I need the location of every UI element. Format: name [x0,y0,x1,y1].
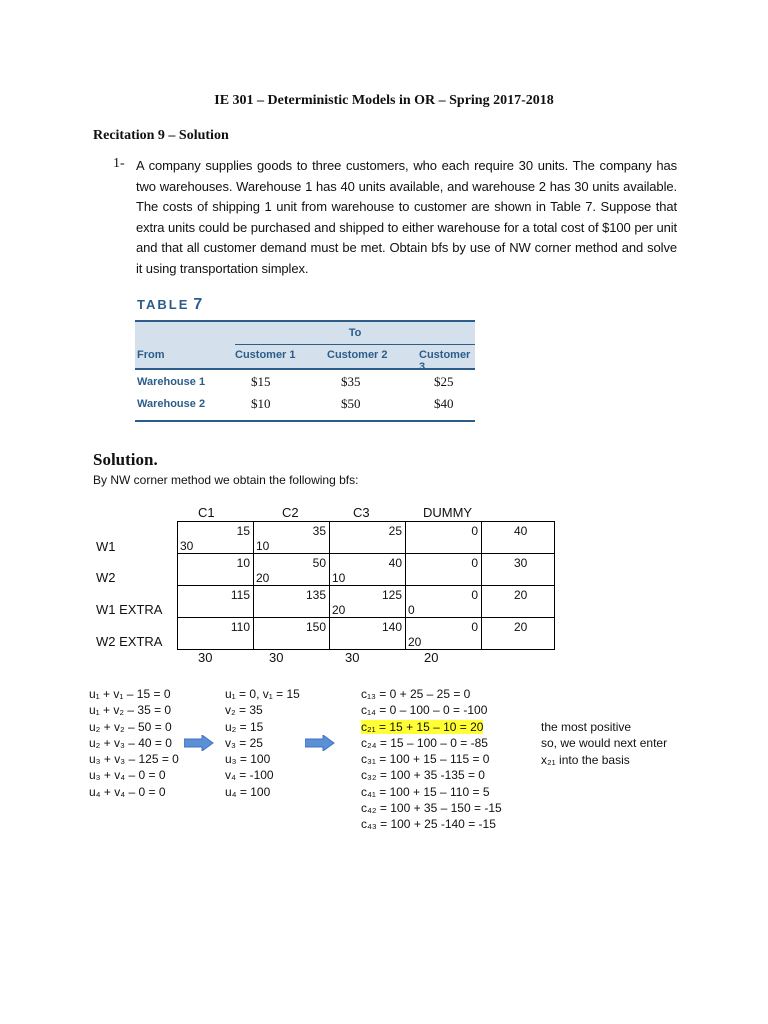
cell-allocation: 20 [408,635,422,649]
col-header-dummy: DUMMY [423,505,473,520]
value-line: v₄ = -100 [225,768,274,783]
transportation-tableau [177,521,555,650]
cell-allocation: 10 [332,571,346,585]
cell-value: $50 [341,396,361,411]
table-row-warehouse-2 [135,394,475,415]
equation-line: u₂ + v₂ – 50 = 0 [89,719,172,734]
equation-line: u₁ + v₁ – 15 = 0 [89,687,171,701]
reduced-cost-line: c₁₃ = 0 + 25 – 25 = 0 [361,687,471,701]
right-arrow-icon [184,735,214,751]
cell-cost: 0 [471,556,478,570]
cell-cost: 0 [471,620,478,634]
reduced-cost-line: c₃₂ = 100 + 35 -135 = 0 [361,768,485,783]
table-col-customer-3: Customer 3 [419,349,471,373]
cell-cost: 0 [471,588,478,602]
row-label: Warehouse 2 [137,398,206,410]
col-header-c2: C2 [282,505,299,520]
note-line: the most positive [541,720,632,734]
cell-value: $25 [434,374,454,389]
uv-values [225,686,300,800]
tableau-row [178,554,555,586]
table-7-header [135,320,475,373]
tableau-cell [254,522,330,554]
reduced-cost-line: c₃₁ = 100 + 15 – 115 = 0 [361,752,490,767]
cell-value: $10 [251,396,271,411]
cell-cost: 25 [388,524,402,538]
document-title: IE 301 – Deterministic Models in OR – Spring 2017-2018 [214,93,554,108]
cell-cost: 135 [305,588,326,602]
tableau-cell [254,618,330,650]
tableau-cell [178,522,254,554]
problem-paragraph: A company supplies goods to three customers, who each require 30 units. The company has two warehouses. Warehouse 1 has 40 units available, and warehouse 2 has 30 units available. The costs of shipping 1 unit from warehouse to customer are shown in Table 7. Suppose that extra units could be purchased and shipped to either warehouse for a total cost of $100 per unit and that all customer demand must be met. Obtain bfs by use of NW corner method and solve it using transportation simplex. [136,158,677,276]
tableau-row [178,586,555,618]
equation-line: u₂ + v₃ – 40 = 0 [89,735,172,750]
solution-heading: Solution. [93,450,158,469]
cell-cost: 115 [230,588,250,602]
table-7 [135,296,475,422]
tableau-cell [178,586,254,618]
table-7-title [137,296,202,314]
value-line: u₂ = 15 [225,719,264,734]
supply-value: 40 [514,524,528,538]
table-title-number: 7 [193,296,203,313]
tableau-cell [406,618,482,650]
supply-cell [482,618,555,650]
cell-cost: 110 [230,620,250,634]
equation-line: u₁ + v₂ – 35 = 0 [89,703,172,718]
table-header-divider [235,344,475,345]
tableau-cell [330,554,406,586]
tableau-cell [406,522,482,554]
cell-cost: 125 [381,588,402,602]
tableau-row [178,618,555,650]
table-col-customer-2: Customer 2 [327,349,388,361]
tableau-cell [406,586,482,618]
supply-cell [482,522,555,554]
reduced-costs [361,686,502,833]
cell-allocation: 10 [256,539,270,553]
reduced-cost-line: c₂₄ = 15 – 100 – 0 = -85 [361,735,488,750]
supply-cell [482,586,555,618]
demand-c2: 30 [269,650,284,665]
tableau-cell [330,586,406,618]
table-col-customer-1: Customer 1 [235,349,296,361]
entering-variable-note [541,719,667,768]
cell-cost: 10 [236,556,250,570]
note-line: x₂₁ into the basis [541,752,630,767]
supply-value: 20 [514,588,528,602]
cell-allocation: 0 [408,603,415,617]
tableau-cell [254,554,330,586]
equation-line: u₃ + v₄ – 0 = 0 [89,768,166,783]
tableau-row [178,522,555,554]
table-title-word: TABLE [137,297,190,312]
value-line: v₂ = 35 [225,703,263,718]
demand-c1: 30 [198,650,213,665]
demand-dummy: 20 [424,650,439,665]
reduced-cost-line: c₄₁ = 100 + 15 – 110 = 5 [361,784,490,799]
row-label-w1: W1 [96,539,116,554]
cell-cost: 150 [305,620,326,634]
cell-value: $15 [251,374,271,389]
tableau-cell [406,554,482,586]
equation-line: u₃ + v₃ – 125 = 0 [89,752,179,767]
problem-text [136,156,677,279]
table-row-warehouse-1 [135,372,475,393]
cell-cost: 35 [312,524,326,538]
supply-cell [482,554,555,586]
col-header-c3: C3 [353,505,370,520]
cell-allocation: 30 [180,539,194,553]
right-arrow-icon [305,735,335,751]
table-bottom-rule [135,420,475,422]
row-label-w2: W2 [96,570,116,585]
cell-value: $35 [341,374,361,389]
cell-cost: 15 [236,524,250,538]
value-line: u₄ = 100 [225,784,271,799]
recitation-heading: Recitation 9 – Solution [93,128,229,143]
value-line: u₃ = 100 [225,752,271,767]
table-to-label: To [348,327,362,339]
value-line: v₃ = 25 [225,735,263,750]
tableau-cell [330,522,406,554]
cell-cost: 0 [471,524,478,538]
col-header-c1: C1 [198,505,215,520]
cell-cost: 140 [381,620,402,634]
row-label-w2-extra: W2 EXTRA [96,634,163,649]
tableau-cell [330,618,406,650]
row-label-w1-extra: W1 EXTRA [96,602,163,617]
supply-value: 20 [514,620,528,634]
tableau-cell [254,586,330,618]
value-line: u₁ = 0, v₁ = 15 [225,687,300,701]
highlighted-reduced-cost: c₂₁ = 15 + 15 – 10 = 20 [361,719,484,734]
cell-allocation: 20 [256,571,270,585]
equation-line: u₄ + v₄ – 0 = 0 [89,784,166,799]
reduced-cost-line: c₄₃ = 100 + 25 -140 = -15 [361,817,496,832]
supply-value: 30 [514,556,528,570]
solution-intro: By NW corner method we obtain the following bfs: [93,473,359,487]
reduced-cost-line: c₄₂ = 100 + 35 – 150 = -15 [361,801,502,816]
cell-cost: 40 [388,556,402,570]
problem-number: 1- [113,156,125,171]
demand-c3: 30 [345,650,360,665]
uv-equations [89,686,179,800]
cell-cost: 50 [312,556,326,570]
reduced-cost-line: c₁₄ = 0 – 100 – 0 = -100 [361,703,488,718]
cell-value: $40 [434,396,454,411]
cell-allocation: 20 [332,603,346,617]
tableau-cell [178,618,254,650]
note-line: so, we would next enter [541,736,668,751]
row-label: Warehouse 1 [137,376,206,388]
tableau-cell [178,554,254,586]
table-from-label: From [137,349,165,361]
